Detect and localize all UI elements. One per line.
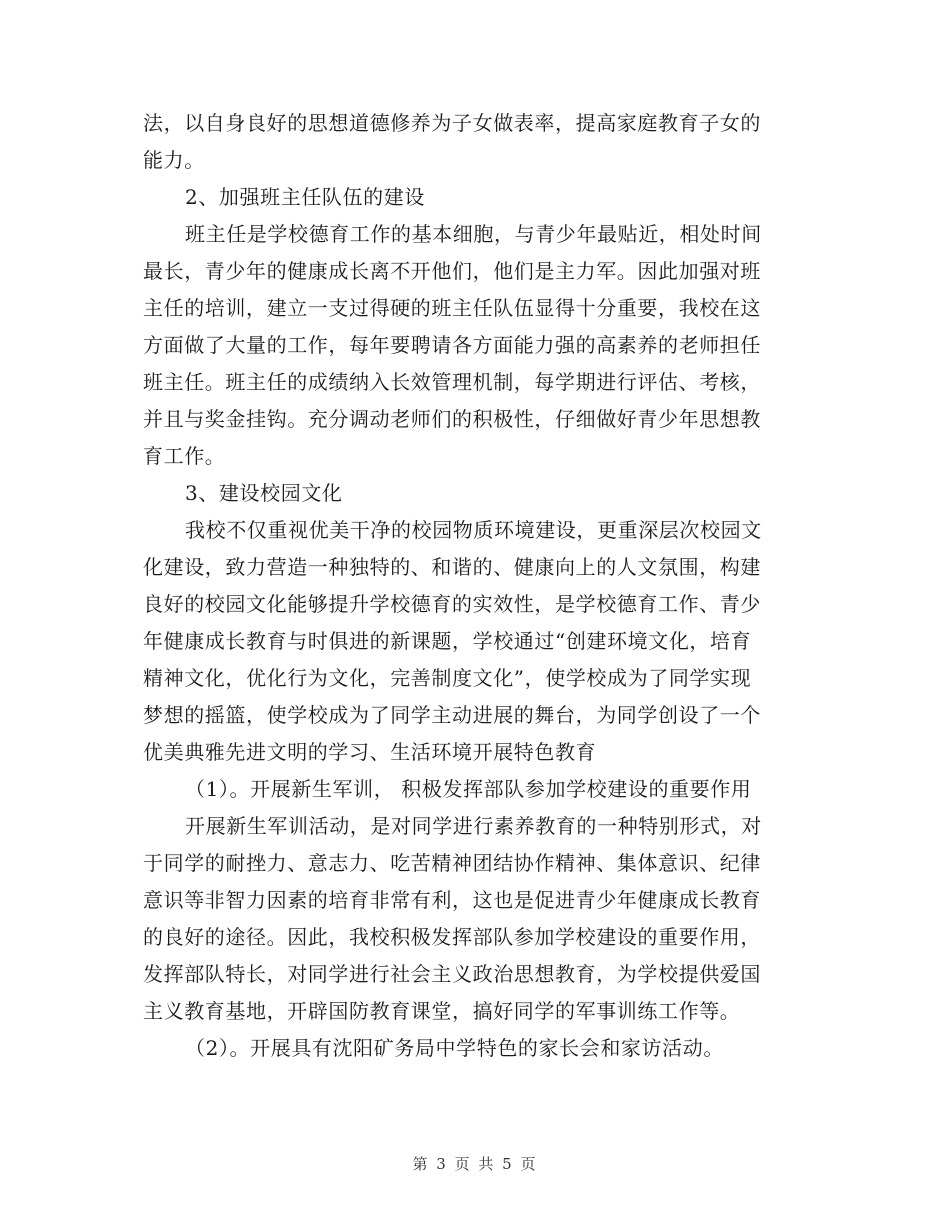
text-line: 并且与奖金挂钩。充分调动老师们的积极性，仔细做好青少年思想教 (143, 407, 761, 431)
text-line: 法，以自身良好的思想道德修养为子女做表率，提高家庭教育子女的 (143, 111, 761, 135)
text-line: 最长，青少年的健康成长离不开他们，他们是主力军。因此加强对班 (143, 259, 761, 283)
text-line: 意识等非智力因素的培育非常有利，这也是促进青少年健康成长教育 (143, 888, 761, 912)
section-heading: 3、建设校园文化 (185, 481, 343, 505)
text-line: 我校不仅重视优美干净的校园物质环境建设，更重深层次校园文 (185, 518, 762, 542)
text-line: 梦想的摇篮，使学校成为了同学主动进展的舞台，为同学创设了一个 (143, 703, 761, 727)
text-line: 方面做了大量的工作，每年要聘请各方面能力强的高素养的老师担任 (143, 333, 761, 357)
text-line: 主任的培训，建立一支过得硬的班主任队伍显得十分重要，我校在这 (143, 296, 761, 320)
text-line: 班主任是学校德育工作的基本细胞，与青少年最贴近，相处时间 (185, 222, 762, 246)
text-line: 良好的校园文化能够提升学校德育的实效性，是学校德育工作、青少 (143, 592, 761, 616)
text-line: 班主任。班主任的成绩纳入长效管理机制，每学期进行评估、考核， (143, 370, 761, 394)
text-line: 优美典雅先进文明的学习、生活环境开展特色教育 (143, 740, 597, 764)
text-line: 的良好的途径。因此，我校积极发挥部队参加学校建设的重要作用， (143, 925, 761, 949)
text-line: 化建设，致力营造一种独特的、和谐的、健康向上的人文氛围，构建 (143, 555, 761, 579)
section-heading: 2、加强班主任队伍的建设 (185, 185, 425, 209)
document-body (143, 105, 803, 1067)
text-line: 开展新生军训活动，是对同学进行素养教育的一种特别形式，对 (185, 814, 762, 838)
text-line: 年健康成长教育与时俱进的新课题，学校通过“创建环境文化，培育 (143, 629, 752, 653)
text-line: 精神文化，优化行为文化，完善制度文化”，使学校成为了同学实现 (143, 666, 752, 690)
subsection-heading: （1）。开展新生军训， 积极发挥部队参加学校建设的重要作用 (185, 777, 752, 801)
text-line: 于同学的耐挫力、意志力、吃苦精神团结协作精神、集体意识、纪律 (143, 851, 761, 875)
text-line: 育工作。 (143, 444, 226, 468)
page-number-footer: 第 3 页 共 5 页 (412, 1155, 538, 1173)
text-line: 主义教育基地，开辟国防教育课堂，搞好同学的军事训练工作等。 (143, 999, 741, 1023)
text-line: 能力。 (143, 148, 205, 172)
text-line: 发挥部队特长，对同学进行社会主义政治思想教育，为学校提供爱国 (143, 962, 761, 986)
subsection-heading: （2）。开展具有沈阳矿务局中学特色的家长会和家访活动。 (185, 1036, 724, 1060)
